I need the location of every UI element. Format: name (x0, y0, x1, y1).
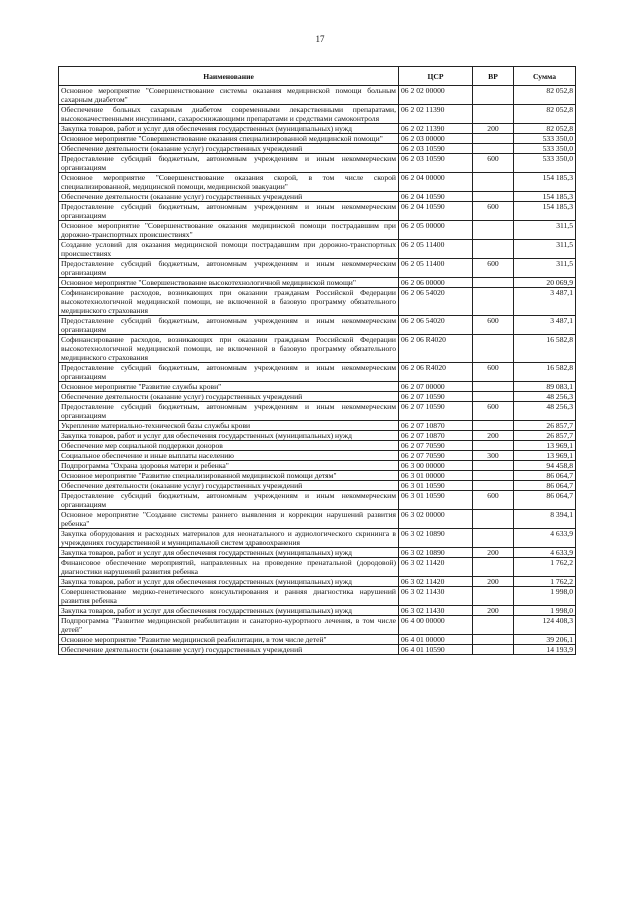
row-sum-cell: 86 064,7 (514, 481, 576, 491)
row-vr-cell: 600 (473, 202, 514, 221)
row-name-cell: Основное мероприятие "Развитие специализированной медицинской помощи детям" (59, 471, 399, 481)
row-sum-cell: 154 185,3 (514, 192, 576, 202)
row-name-cell: Закупка товаров, работ и услуг для обеспечения государственных (муниципальных) нужд (59, 431, 399, 441)
table-row (59, 240, 576, 259)
row-name-cell: Обеспечение деятельности (оказание услуг) государственных учреждений (59, 392, 399, 402)
row-sum-cell: 82 052,8 (514, 105, 576, 124)
row-csr-cell: 06 2 02 11390 (399, 105, 473, 124)
row-sum-cell: 13 969,1 (514, 451, 576, 461)
row-vr-cell: 200 (473, 548, 514, 558)
table-row (59, 645, 576, 655)
row-vr-cell (473, 635, 514, 645)
row-name-cell: Закупка товаров, работ и услуг для обеспечения государственных (муниципальных) нужд (59, 548, 399, 558)
row-name-cell: Предоставление субсидий бюджетным, автономным учреждениям и иным некоммерческим организациям (59, 402, 399, 421)
row-sum-cell: 311,5 (514, 259, 576, 278)
row-sum-cell: 86 064,7 (514, 471, 576, 481)
row-csr-cell: 06 2 05 00000 (399, 221, 473, 240)
row-sum-cell: 89 083,1 (514, 382, 576, 392)
row-csr-cell: 06 2 03 10590 (399, 144, 473, 154)
row-name-cell: Обеспечение деятельности (оказание услуг) государственных учреждений (59, 645, 399, 655)
row-sum-cell: 39 206,1 (514, 635, 576, 645)
row-vr-cell (473, 382, 514, 392)
row-name-cell: Закупка товаров, работ и услуг для обеспечения государственных (муниципальных) нужд (59, 124, 399, 134)
row-name-cell: Закупка товаров, работ и услуг для обеспечения государственных (муниципальных) нужд (59, 606, 399, 616)
row-sum-cell: 3 487,1 (514, 288, 576, 316)
row-csr-cell: 06 3 01 00000 (399, 471, 473, 481)
row-name-cell: Предоставление субсидий бюджетным, автономным учреждениям и иным некоммерческим организациям (59, 259, 399, 278)
row-name-cell: Софинансирование расходов, возникающих при оказании гражданам Российской Федерации высокотехнологичной медицинской помощи, не включенной в базовую программу обязательного медицинского страхования (59, 288, 399, 316)
row-sum-cell: 1 998,0 (514, 587, 576, 606)
row-csr-cell: 06 2 04 10590 (399, 192, 473, 202)
row-vr-cell (473, 173, 514, 192)
row-vr-cell (473, 278, 514, 288)
row-csr-cell: 06 3 02 11430 (399, 587, 473, 606)
row-vr-cell (473, 587, 514, 606)
row-name-cell: Подпрограмма "Охрана здоровья матери и ребенка" (59, 461, 399, 471)
row-vr-cell (473, 529, 514, 548)
row-csr-cell: 06 4 01 10590 (399, 645, 473, 655)
row-vr-cell (473, 510, 514, 529)
table-row (59, 529, 576, 548)
row-name-cell: Обеспечение деятельности (оказание услуг) государственных учреждений (59, 192, 399, 202)
row-sum-cell: 154 185,3 (514, 202, 576, 221)
row-name-cell: Финансовое обеспечение мероприятий, направленных на проведение пренатальной (дородовой) диагностики нарушений развития ребенка (59, 558, 399, 577)
row-vr-cell (473, 481, 514, 491)
row-vr-cell (473, 441, 514, 451)
row-name-cell: Социальное обеспечение и иные выплаты населению (59, 451, 399, 461)
row-csr-cell: 06 3 02 11430 (399, 606, 473, 616)
row-vr-cell (473, 461, 514, 471)
table-row (59, 421, 576, 431)
column-header-name: Наименование (59, 67, 399, 86)
table-row (59, 105, 576, 124)
row-name-cell: Совершенствование медико-генетического консультирования и ранняя диагностика нарушений развития ребенка (59, 587, 399, 606)
row-name-cell: Основное мероприятие "Совершенствование системы оказания медицинской помощи больным сахарным диабетом" (59, 86, 399, 105)
row-name-cell: Создание условий для оказания медицинской помощи пострадавшим при дорожно-транспортных происшествиях (59, 240, 399, 259)
row-sum-cell: 533 350,0 (514, 144, 576, 154)
row-csr-cell: 06 2 07 10590 (399, 402, 473, 421)
row-vr-cell (473, 144, 514, 154)
row-name-cell: Предоставление субсидий бюджетным, автономным учреждениям и иным некоммерческим организациям (59, 316, 399, 335)
row-name-cell: Укрепление материально-технической базы службы крови (59, 421, 399, 431)
table-row (59, 144, 576, 154)
row-vr-cell (473, 421, 514, 431)
row-csr-cell: 06 2 02 11390 (399, 124, 473, 134)
row-sum-cell: 1 998,0 (514, 606, 576, 616)
table-row (59, 577, 576, 587)
row-sum-cell: 1 762,2 (514, 558, 576, 577)
row-vr-cell: 200 (473, 606, 514, 616)
row-name-cell: Основное мероприятие "Совершенствование оказания скорой, в том числе скорой специализированной, медицинской помощи, медицинской эвакуации" (59, 173, 399, 192)
row-name-cell: Предоставление субсидий бюджетным, автономным учреждениям и иным некоммерческим организациям (59, 154, 399, 173)
table-row (59, 451, 576, 461)
table-row (59, 288, 576, 316)
row-name-cell: Основное мероприятие "Создание системы раннего выявления и коррекции нарушений развития ребенка" (59, 510, 399, 529)
row-vr-cell: 200 (473, 577, 514, 587)
row-csr-cell: 06 3 02 10890 (399, 548, 473, 558)
row-sum-cell: 26 857,7 (514, 431, 576, 441)
row-csr-cell: 06 2 07 10590 (399, 392, 473, 402)
row-vr-cell: 600 (473, 259, 514, 278)
row-vr-cell (473, 645, 514, 655)
table-row (59, 124, 576, 134)
row-csr-cell: 06 3 02 10890 (399, 529, 473, 548)
row-csr-cell: 06 2 07 10870 (399, 431, 473, 441)
row-sum-cell: 48 256,3 (514, 402, 576, 421)
column-header-vr: ВР (473, 67, 514, 86)
row-vr-cell: 600 (473, 363, 514, 382)
row-sum-cell: 20 069,9 (514, 278, 576, 288)
table-row (59, 382, 576, 392)
table-row (59, 86, 576, 105)
row-vr-cell (473, 86, 514, 105)
row-csr-cell: 06 3 02 11420 (399, 558, 473, 577)
row-sum-cell: 311,5 (514, 240, 576, 259)
row-csr-cell: 06 2 07 70590 (399, 441, 473, 451)
table-row (59, 402, 576, 421)
row-vr-cell (473, 192, 514, 202)
row-vr-cell (473, 134, 514, 144)
row-csr-cell: 06 2 06 54020 (399, 316, 473, 335)
row-sum-cell: 26 857,7 (514, 421, 576, 431)
table-row (59, 461, 576, 471)
row-name-cell: Подпрограмма "Развитие медицинской реабилитации и санаторно-курортного лечения, в том числе детей" (59, 616, 399, 635)
row-csr-cell: 06 3 01 10590 (399, 491, 473, 510)
row-csr-cell: 06 3 00 00000 (399, 461, 473, 471)
row-vr-cell (473, 616, 514, 635)
table-row (59, 134, 576, 144)
row-vr-cell (473, 392, 514, 402)
row-csr-cell: 06 2 04 10590 (399, 202, 473, 221)
table-row (59, 431, 576, 441)
row-csr-cell: 06 2 07 70590 (399, 451, 473, 461)
row-vr-cell (473, 335, 514, 363)
row-sum-cell: 14 193,9 (514, 645, 576, 655)
row-vr-cell: 600 (473, 402, 514, 421)
table-row (59, 173, 576, 192)
row-csr-cell: 06 4 01 00000 (399, 635, 473, 645)
table-row (59, 616, 576, 635)
row-sum-cell: 82 052,8 (514, 86, 576, 105)
table-row (59, 192, 576, 202)
row-sum-cell: 154 185,3 (514, 173, 576, 192)
row-csr-cell: 06 3 02 00000 (399, 510, 473, 529)
row-sum-cell: 16 582,8 (514, 363, 576, 382)
row-name-cell: Обеспечение больных сахарным диабетом современными лекарственными препаратами, высококачественными инсулинами, сахароснижающими препаратами и средствами самоконтроля (59, 105, 399, 124)
row-name-cell: Основное мероприятие "Совершенствование оказания специализированной медицинской помощи" (59, 134, 399, 144)
row-name-cell: Предоставление субсидий бюджетным, автономным учреждениям и иным некоммерческим организациям (59, 491, 399, 510)
row-sum-cell: 86 064,7 (514, 491, 576, 510)
row-vr-cell: 200 (473, 431, 514, 441)
row-vr-cell (473, 240, 514, 259)
row-csr-cell: 06 2 05 11400 (399, 259, 473, 278)
row-name-cell: Основное мероприятие "Совершенствование высокотехнологичной медицинской помощи" (59, 278, 399, 288)
row-sum-cell: 8 394,1 (514, 510, 576, 529)
row-sum-cell: 311,5 (514, 221, 576, 240)
row-sum-cell: 48 256,3 (514, 392, 576, 402)
row-csr-cell: 06 2 05 11400 (399, 240, 473, 259)
table-row (59, 221, 576, 240)
table-row (59, 392, 576, 402)
table-row (59, 481, 576, 491)
row-vr-cell (473, 221, 514, 240)
row-csr-cell: 06 2 06 54020 (399, 288, 473, 316)
page-number: 17 (315, 34, 325, 44)
row-sum-cell: 533 350,0 (514, 134, 576, 144)
table-row (59, 202, 576, 221)
column-header-csr: ЦСР (399, 67, 473, 86)
table-row (59, 587, 576, 606)
row-sum-cell: 94 458,8 (514, 461, 576, 471)
row-sum-cell: 3 487,1 (514, 316, 576, 335)
row-csr-cell: 06 3 01 10590 (399, 481, 473, 491)
table-row (59, 316, 576, 335)
row-name-cell: Закупка товаров, работ и услуг для обеспечения государственных (муниципальных) нужд (59, 577, 399, 587)
row-name-cell: Основное мероприятие "Развитие службы крови" (59, 382, 399, 392)
row-name-cell: Обеспечение мер социальной поддержки доноров (59, 441, 399, 451)
column-header-sum: Сумма (514, 67, 576, 86)
row-csr-cell: 06 2 07 10870 (399, 421, 473, 431)
row-vr-cell: 600 (473, 316, 514, 335)
row-csr-cell: 06 3 02 11420 (399, 577, 473, 587)
row-csr-cell: 06 2 06 R4020 (399, 335, 473, 363)
table-row (59, 510, 576, 529)
table-header-row (59, 67, 576, 86)
row-sum-cell: 533 350,0 (514, 154, 576, 173)
table-row (59, 558, 576, 577)
row-csr-cell: 06 2 03 00000 (399, 134, 473, 144)
row-sum-cell: 16 582,8 (514, 335, 576, 363)
table-row (59, 335, 576, 363)
row-vr-cell (473, 471, 514, 481)
row-sum-cell: 13 969,1 (514, 441, 576, 451)
row-name-cell: Закупка оборудования и расходных материалов для неонатального и аудиологического скрининга в учреждениях государственной и муниципальной систем здравоохранения (59, 529, 399, 548)
row-csr-cell: 06 2 06 R4020 (399, 363, 473, 382)
table-row (59, 471, 576, 481)
table-row (59, 548, 576, 558)
row-csr-cell: 06 4 00 00000 (399, 616, 473, 635)
row-name-cell: Софинансирование расходов, возникающих при оказании гражданам Российской Федерации высокотехнологичной медицинской помощи, не включенной в базовую программу обязательного медицинского страхования (59, 335, 399, 363)
table-row (59, 606, 576, 616)
row-name-cell: Предоставление субсидий бюджетным, автономным учреждениям и иным некоммерческим организациям (59, 363, 399, 382)
table-row (59, 259, 576, 278)
row-sum-cell: 82 052,8 (514, 124, 576, 134)
budget-table (58, 66, 576, 655)
row-name-cell: Основное мероприятие "Развитие медицинской реабилитации, в том числе детей" (59, 635, 399, 645)
row-sum-cell: 4 633,9 (514, 548, 576, 558)
table-row (59, 491, 576, 510)
row-vr-cell (473, 105, 514, 124)
row-sum-cell: 124 408,3 (514, 616, 576, 635)
table-row (59, 635, 576, 645)
row-vr-cell: 200 (473, 124, 514, 134)
row-vr-cell: 600 (473, 491, 514, 510)
row-vr-cell: 600 (473, 154, 514, 173)
table-row (59, 154, 576, 173)
row-sum-cell: 4 633,9 (514, 529, 576, 548)
row-vr-cell (473, 558, 514, 577)
row-name-cell: Основное мероприятие "Совершенствование оказания медицинской помощи пострадавшим при дорожно-транспортных происшествиях" (59, 221, 399, 240)
budget-table-body (59, 86, 576, 655)
row-name-cell: Обеспечение деятельности (оказание услуг) государственных учреждений (59, 481, 399, 491)
row-vr-cell (473, 288, 514, 316)
table-row (59, 441, 576, 451)
row-csr-cell: 06 2 07 00000 (399, 382, 473, 392)
table-row (59, 278, 576, 288)
row-vr-cell: 300 (473, 451, 514, 461)
row-csr-cell: 06 2 04 00000 (399, 173, 473, 192)
table-row (59, 363, 576, 382)
row-name-cell: Обеспечение деятельности (оказание услуг) государственных учреждений (59, 144, 399, 154)
row-csr-cell: 06 2 03 10590 (399, 154, 473, 173)
row-csr-cell: 06 2 02 00000 (399, 86, 473, 105)
row-csr-cell: 06 2 06 00000 (399, 278, 473, 288)
row-sum-cell: 1 762,2 (514, 577, 576, 587)
row-name-cell: Предоставление субсидий бюджетным, автономным учреждениям и иным некоммерческим организациям (59, 202, 399, 221)
